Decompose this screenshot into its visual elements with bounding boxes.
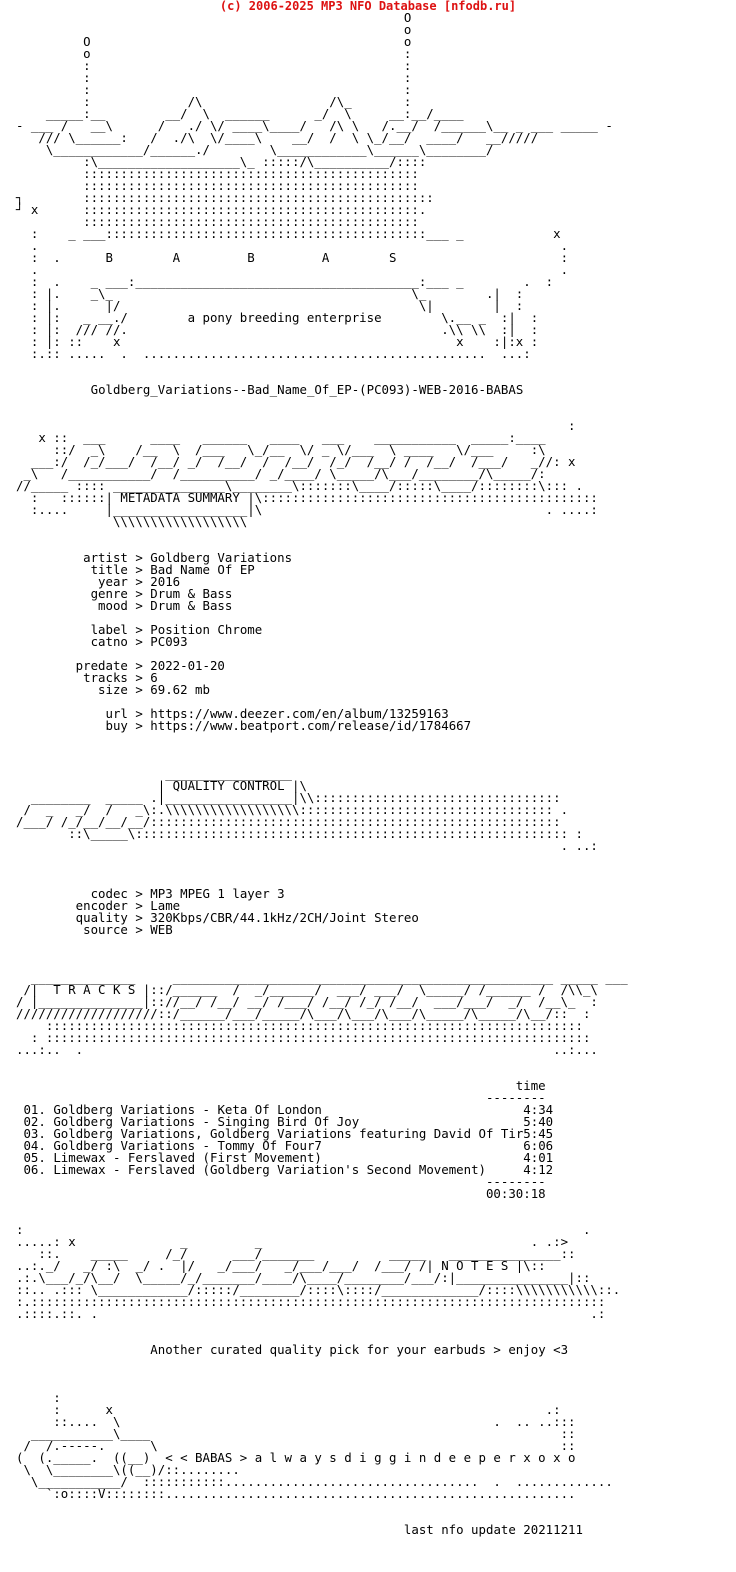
quality-row-key: codec [16, 886, 128, 901]
metadata-row-key: genre [16, 586, 128, 601]
quality-row-value: MP3 MPEG 1 layer 3 [150, 886, 285, 901]
track-time: 4:01 [523, 1150, 554, 1165]
track-number: 05. [23, 1150, 46, 1165]
metadata-row-key: buy [16, 718, 128, 733]
time-column-header: time [16, 1078, 546, 1093]
time-column-rule: -------- [16, 1090, 546, 1105]
quality-row-value: WEB [150, 922, 173, 937]
last-update: last nfo update 20211211 [403, 1522, 583, 1537]
metadata-row-separator: > [127, 574, 151, 589]
metadata-row-value: 2022-01-20 [150, 658, 225, 673]
quality-control-list [16, 888, 628, 936]
track-title: Goldberg Variations - Keta Of London [53, 1102, 524, 1117]
quality-row-value: Lame [150, 898, 181, 913]
nfo-document [16, 12, 628, 1536]
release-name-line [16, 384, 628, 396]
metadata-row-key: year [16, 574, 128, 589]
total-time: 00:30:18 [16, 1186, 546, 1201]
release-name: Goldberg_Variations--Bad_Name_Of_EP-(PC093)-WEB-2016-BABAS [90, 382, 524, 397]
track-title: Goldberg Variations - Singing Bird Of Joy [53, 1114, 524, 1129]
notes-header-art: : . .....: x _ _ . .:> ::. _____ /_/ ___/_______ _____ _______________:: ..:._/ _/ :\ _/ . |/ _/___/ _/___/___/ /___/ /| N O T E S |\:: .:.\___/_/\__/ \_____/_/_______/____/\____/________/___/:|_______________|:: ::.. .::: \____________/:::::/________/::::\::::/_____________/::::\\\\\\\\\\\::. :.::::::::::::::::::::::::::::::::::::::::::::::::::::::::::::::::::::::::::::: .::::.::. . .: [16, 1222, 621, 1321]
quality-row-value: 320Kbps/CBR/44.1kHz/2CH/Joint Stereo [150, 910, 419, 925]
metadata-row [16, 600, 628, 612]
quality-control-header-art: _________________ | QUALITY CONTROL |\ ________ _____ .|_________________|\\::::::::::::::::::::::::::::::::: / _ _/ / _\:.\\\\\\\\\\\\\\\\\\:::::::::::::::::::::::::::::::::: . /___/ /_/__/__/__/::::::::::::::::::::::::::::::::::::::::::::::::::::::: ::\_____\:::::::::::::::::::::::::::::::::::::::::::::::::::::::::: : . ..: [16, 766, 598, 853]
metadata-row-key: predate [16, 658, 128, 673]
track-title: Goldberg Variations, Goldberg Variations featuring David Of Tir [53, 1126, 524, 1141]
metadata-row-key: catno [16, 634, 128, 649]
babas-logo-art: O o O o o : : : : : : : : /\ /\_ : _____:__ __/ \ ______ _/ \ __:__/____ - ___ / __\ / ./ \/ ____\____/ /\ \ /.__/ /______\__ _ ___ _____ - /// \______: / ./\ \/____\ __/ / \ \_/__/ ____/ __///// \____________/______./ \____________\______\________/ :\___________________\_ :::::/\__________/:::: ::::::::::::::::::::::::::::::::::::::::::::: ::::::::::::::::::::::::::::::::::::::::::::: ┐ ::::::::::::::::::::::::::::::::::::::::::::::: ┘ x :::::::::::::::::::::::::::::::::::::::::::::. ::::::::::::::::::::::::::::::::::::::::::::: : _ ___:::::::::::::::::::::::::::::::::::::::::::___ _ x . . : . B A B A S : . . : . _ ___:______________________________________:___ _ . : : |. _\_ \_ .| : : |. |/ \| | : : |: _ __./ a pony breeding enterprise \.__ _ :| : : |: /// //. .\\ \\ :| : : |: :: x x :|:x : :.:: ..... . .............................................. ...: [16, 10, 613, 361]
metadata-row-key: artist [16, 550, 128, 565]
metadata-row-value[interactable]: https://www.beatport.com/release/id/1784667 [150, 718, 472, 733]
quality-row-key: quality [16, 910, 128, 925]
metadata-row-value: Position Chrome [150, 622, 263, 637]
metadata-row [16, 684, 628, 696]
metadata-row-separator: > [127, 682, 151, 697]
metadata-row-key: size [16, 682, 128, 697]
metadata-row-separator: > [127, 562, 151, 577]
notes-text: Another curated quality pick for your earbuds > enjoy <3 [150, 1342, 569, 1357]
quality-row-key: encoder [16, 898, 128, 913]
metadata-summary-header-art: : x :: ___ ____ ______ ____ ___ ___________ _____:____ ::/ _\ /__ \ /___ \_/__ \/ _ \/___ \ ____ \/___ :\ ___:/ /_/___/ /__/ _/ /__/ / /__/ /_/ /__/ / /__/ /___/ _//: x _\ /___________/ /__________/ _/____/ \_____/\___/________/\_____/: //_____ :::: _______________\________\:::::::\____/:::::\____/::::::::\::: . : ::::::| METADATA SUMMARY |\::::::::::::::::::::::::::::::::::::::::::::: :.... |__________________|\ . ....: \\\\\\\\\\\\\\\\\\ [16, 418, 598, 529]
total-time-rule: -------- [16, 1174, 546, 1189]
track-time: 6:06 [523, 1138, 554, 1153]
metadata-row-value: 69.62 mb [150, 682, 210, 697]
metadata-row-key: tracks [16, 670, 128, 685]
metadata-row-separator: > [127, 718, 151, 733]
metadata-row-key: label [16, 622, 128, 637]
metadata-row-key: title [16, 562, 128, 577]
tracks-header-art: ______________ ___________________________________________________ _____ ___ /| T R A C K S |::/______ / _/______/ ___/ ___/ \_____/ /______ / /\\_\ / |______________|:://__/ /__/ __/ /___/ /__/ /_/ /__/ ___/___/ _/ /__\_ : ///////////////////::/______/___/_____/\___/\___/\___/\_____/\_____/\__/:: : :::::::::::::::::::::::::::::::::::::::::::::::::::::::::::::::::::::::: : ::::::::::::::::::::::::::::::::::::::::::::::::::::::::::::::::::::::::: ...:.. . ..:... [16, 970, 628, 1057]
metadata-row-separator: > [127, 706, 151, 721]
metadata-row-separator: > [127, 634, 151, 649]
metadata-row-value: PC093 [150, 634, 188, 649]
track-time: 4:34 [523, 1102, 554, 1117]
metadata-summary-list [16, 552, 628, 732]
track-time: 4:12 [523, 1162, 554, 1177]
track-number: 06. [23, 1162, 46, 1177]
quality-row-separator: > [127, 886, 151, 901]
metadata-row-value: Bad Name Of EP [150, 562, 255, 577]
track-number: 01. [23, 1102, 46, 1117]
metadata-row [16, 720, 628, 732]
footer-art: : : x .: ::.... \ . .. ..::: ___________\____ :: / /.-----. \ :: ( (._____. ((__) < < BABAS > a l w a y s d i g g i n d e e p e r x o x o \ \________\((__)/::........ \___________/ :::::::::::.................................. . ............. `:o::::V::::::::....................................................... [16, 1390, 613, 1501]
track-number: 02. [23, 1114, 46, 1129]
track-time: 5:45 [523, 1126, 554, 1141]
metadata-row [16, 636, 628, 648]
track-time: 5:40 [523, 1114, 554, 1129]
metadata-row-separator: > [127, 658, 151, 673]
tracklist [16, 1080, 628, 1200]
metadata-row-value: Drum & Bass [150, 586, 233, 601]
notes-line [16, 1344, 628, 1356]
quality-row-separator: > [127, 910, 151, 925]
metadata-row-separator: > [127, 622, 151, 637]
metadata-row-value: Goldberg Variations [150, 550, 293, 565]
quality-row-separator: > [127, 922, 151, 937]
quality-row [16, 924, 628, 936]
metadata-row-key: url [16, 706, 128, 721]
track-number: 04. [23, 1138, 46, 1153]
last-update-line [16, 1524, 628, 1536]
site-header: (c) 2006-2025 MP3 NFO Database [nfodb.ru] [219, 0, 517, 13]
metadata-row-value: 6 [150, 670, 158, 685]
metadata-row-separator: > [127, 586, 151, 601]
metadata-row-separator: > [127, 550, 151, 565]
metadata-row-value[interactable]: https://www.deezer.com/en/album/13259163 [150, 706, 449, 721]
track-number: 03. [23, 1126, 46, 1141]
quality-row-separator: > [127, 898, 151, 913]
track-title: Limewax - Ferslaved (First Movement) [53, 1150, 524, 1165]
metadata-row-separator: > [127, 598, 151, 613]
track-title: Goldberg Variations - Tommy Of Four7 [53, 1138, 524, 1153]
track-title: Limewax - Ferslaved (Goldberg Variation's Second Movement) [53, 1162, 524, 1177]
metadata-row-value: Drum & Bass [150, 598, 233, 613]
metadata-row-value: 2016 [150, 574, 181, 589]
metadata-row-key: mood [16, 598, 128, 613]
metadata-row-separator: > [127, 670, 151, 685]
quality-row-key: source [16, 922, 128, 937]
